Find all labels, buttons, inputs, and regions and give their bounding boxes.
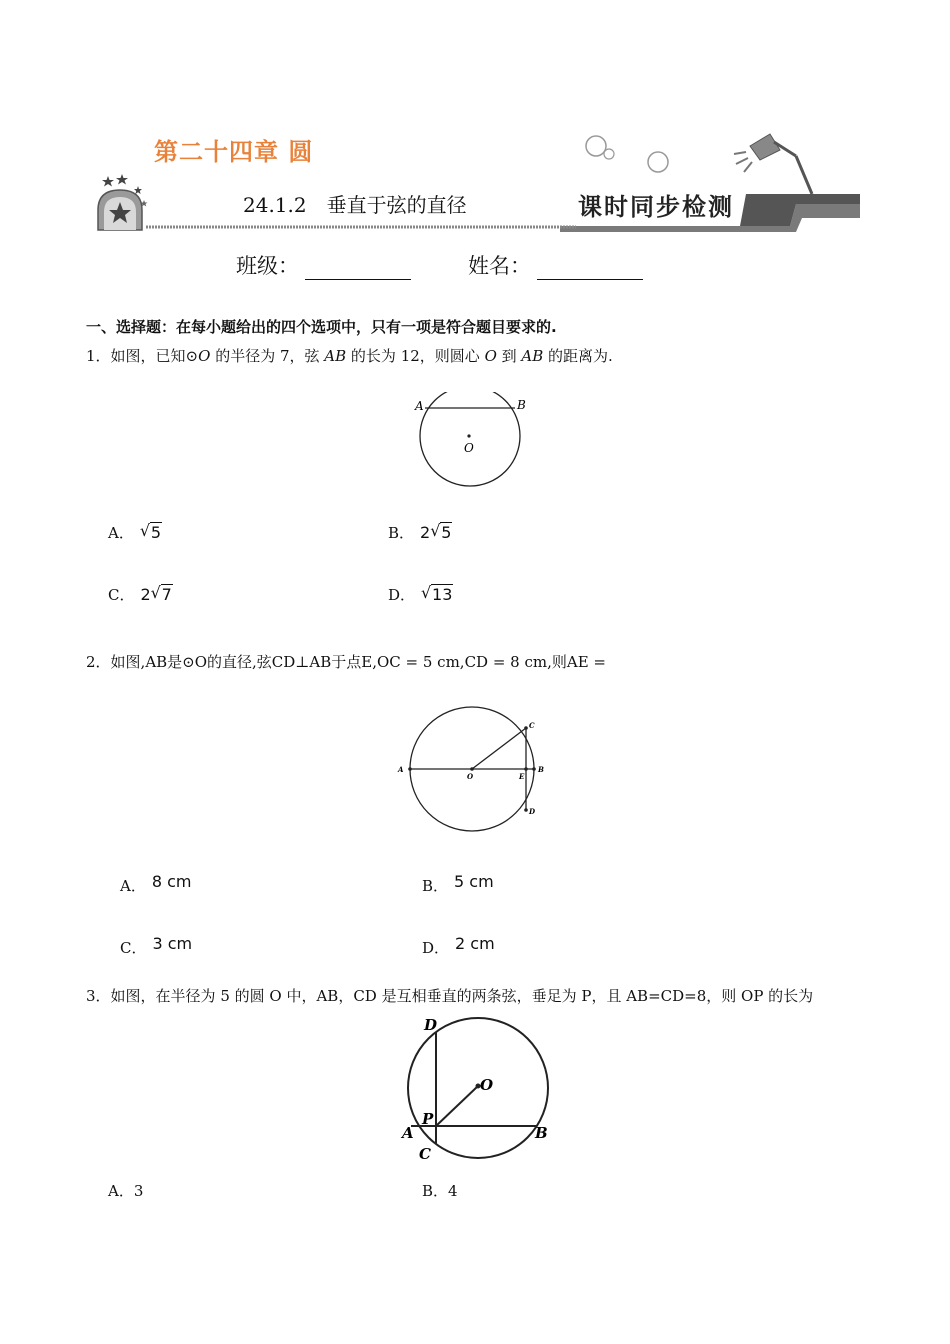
q1-text: 的半径为 7，弦: [210, 347, 325, 365]
option-letter: D．: [388, 586, 416, 604]
option-value: 5 cm: [454, 872, 494, 891]
q2-label-c: C: [529, 721, 535, 730]
q1-label-a: A: [415, 399, 424, 413]
badge-title: 课时同步检测: [578, 192, 734, 221]
q3-label-c: C: [419, 1145, 431, 1163]
option-radicand: 5: [441, 523, 452, 542]
header: [0, 0, 950, 240]
q1-text: 的距离为.: [543, 347, 613, 365]
q2-figure: [392, 702, 558, 836]
q1-figure: [408, 392, 532, 492]
q2-label-d: D: [529, 807, 536, 816]
q2-text: 如图,AB是⊙O的直径,弦CD⊥AB于点E,OC = 5 cm,CD = 8 cm,则AE =: [110, 653, 607, 671]
q1-option-a[interactable]: A． √ 5: [108, 521, 162, 542]
q3-label-a: A: [402, 1124, 414, 1142]
option-letter: A．: [108, 524, 134, 542]
option-letter: B．: [422, 1182, 449, 1200]
q1-text: 如图，已知⊙: [110, 347, 199, 365]
option-value: 4: [448, 1182, 458, 1200]
q2-label-o: O: [467, 772, 474, 781]
q3-text: 如图，在半径为 5 的圆 O 中，AB，CD 是互相垂直的两条弦，垂足为 P，且 AB=CD=8，则 OP 的长为: [110, 987, 814, 1005]
option-letter: C．: [120, 939, 147, 957]
q1-center-point: [467, 434, 470, 437]
bubbles-decoration: [582, 132, 672, 178]
section-title: 24.1.2 垂直于弦的直径: [243, 193, 467, 217]
section-instructions: 一、选择题：在每小题给出的四个选项中，只有一项是符合题目要求的.: [86, 318, 557, 336]
option-letter: C．: [108, 586, 135, 604]
q2-radius-oc: [472, 728, 526, 769]
q3-option-a[interactable]: [108, 1180, 143, 1201]
q1-label-o: O: [464, 441, 474, 455]
option-letter: A．: [120, 877, 146, 895]
desk-lamp-icon: [730, 128, 820, 200]
q2-option-b[interactable]: [422, 872, 494, 896]
option-value: 8 cm: [151, 872, 192, 891]
option-letter: A．: [108, 1182, 134, 1200]
q3-label-b: B: [535, 1124, 548, 1142]
option-radicand: 5: [150, 523, 162, 542]
option-coef: 2: [140, 585, 151, 604]
option-letter: B．: [388, 524, 415, 542]
q1-label-b: B: [517, 398, 526, 412]
q3-label-p: P: [422, 1110, 434, 1128]
option-value: 3 cm: [152, 934, 193, 953]
q3-label-d: D: [424, 1016, 438, 1034]
class-label: 班级：: [236, 254, 299, 278]
q1-circle: [420, 392, 520, 486]
option-radicand: 13: [432, 585, 453, 604]
q1-var: O: [484, 347, 497, 365]
q1-text: 的长为 12，则圆心: [346, 347, 485, 365]
option-letter: B．: [422, 877, 449, 895]
option-coef: 2: [420, 523, 431, 542]
question-number: 2．: [86, 653, 111, 671]
header-band: [96, 222, 858, 232]
q1-option-d[interactable]: D． √ 13: [388, 583, 453, 604]
q1-option-b[interactable]: B． 2 √ 5: [388, 521, 452, 542]
q2-label-a: A: [398, 765, 404, 774]
q2-label-b: B: [538, 765, 544, 774]
chapter-title: 第二十四章 圆: [154, 138, 314, 166]
class-input[interactable]: [305, 259, 411, 280]
q3-label-o: O: [480, 1076, 494, 1094]
q1-var: AB: [521, 347, 544, 365]
q3-figure: [396, 1012, 556, 1168]
option-value: 3: [133, 1182, 144, 1200]
option-value: 2 cm: [455, 934, 495, 953]
q2-option-d[interactable]: [422, 934, 495, 958]
q3-segment-op: [436, 1086, 478, 1126]
q2-option-a[interactable]: [120, 872, 192, 896]
question-3: [86, 986, 813, 1006]
q2-option-c[interactable]: [120, 934, 192, 958]
q1-option-c[interactable]: C． 2 √ 7: [108, 583, 172, 604]
q2-label-e: E: [519, 772, 525, 781]
name-label: 姓名：: [468, 254, 531, 278]
question-1: [86, 346, 613, 366]
q1-var: O: [198, 347, 211, 365]
name-field: [468, 250, 643, 280]
class-field: [236, 250, 411, 280]
option-letter: D．: [422, 939, 450, 957]
question-2: [86, 652, 606, 672]
q1-text: 到: [496, 347, 522, 365]
q3-option-b[interactable]: [422, 1180, 458, 1201]
name-input[interactable]: [537, 259, 643, 280]
q1-var: AB: [324, 347, 347, 365]
option-radicand: 7: [161, 585, 172, 604]
question-number: 1．: [86, 347, 111, 365]
question-number: 3．: [86, 987, 111, 1005]
